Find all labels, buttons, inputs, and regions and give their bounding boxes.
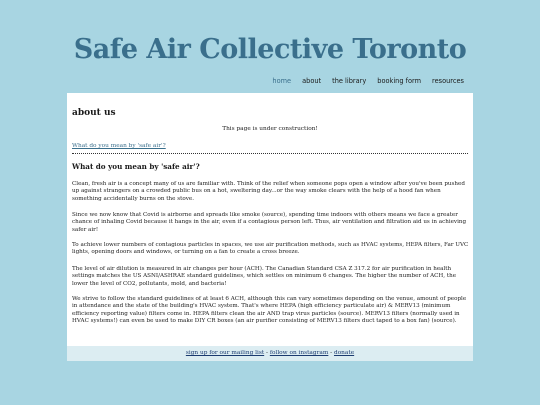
footer-link-donate[interactable]: donate <box>333 350 355 356</box>
paragraph-clean-air: Clean, fresh air is a concept many of us are familiar with. Think of the relief when someone pops open a window after you've been pushed up against strangers on a crowded public bus on a hot, sweltering day...or the way smoke clears with the help of a hood fan when something accidentally burns on the stove. <box>72 181 465 202</box>
paragraph-covid-airborne: Since we now know that Covid is airborne and spreads like smoke (source), spending time indoors with others means we face a greater chance of inhaling Covid because it hangs in the air, even if a contagious person left. Thus, air ventilation and filtration aid us in achieving safer air! <box>72 212 467 233</box>
content-card <box>67 93 473 361</box>
nav-item-home[interactable]: home <box>272 77 292 85</box>
paragraph-ach: The level of air dilution is measured in air changes per hour (ACH). The Canadian Standard CSA Z 317.2 for air purification in health settings matches the US ASNI/ASHRAE standard guidelines, which settles on minimum 6 changes. The higher the number of ACH, the lower the level of CO2, pollutants, mold, and bacteria! <box>72 266 457 287</box>
paragraph-purification-methods: To achieve lower numbers of contagious particles in spaces, we use air purification methods, such as HVAC systems, HEPA filters, Far UVC lights, opening doors and windows, or turning on a fan to create a cross breeze. <box>72 242 469 256</box>
footer-link-mailing-list[interactable]: sign up for our mailing list <box>185 350 265 356</box>
toc-link-safe-air[interactable]: What do you mean by 'safe air'? <box>72 143 166 149</box>
section-heading: What do you mean by 'safe air'? <box>72 162 200 171</box>
nav-item-the-library[interactable]: the library <box>332 77 367 85</box>
section-divider <box>72 153 468 154</box>
page-title: about us <box>72 108 116 118</box>
construction-note: This page is under construction! <box>222 126 318 132</box>
nav-item-resources[interactable]: resources <box>432 77 464 85</box>
main-nav <box>272 77 464 85</box>
paragraph-hepa-merv: We strive to follow the standard guidelines of at least 6 ACH, although this can vary sometimes depending on the venue, amount of people in attendance and the state of the building's HVAC system. That's where HEPA (high efficiency particulate air) & MERV13 (minimum efficiency reporting value) filters come in. HEPA filters clean the air AND trap virus particles (source). MERV13 filters (normally used in HVAC systems!) can even be used to make DIY CR boxes (an air purifier consisting of MERV13 filters duct taped to a box fan) (source). <box>72 296 467 325</box>
footer-bar <box>67 346 473 361</box>
footer-link-instagram[interactable]: follow on instagram <box>269 350 329 356</box>
footer-separator: - <box>328 350 334 356</box>
footer-separator: - <box>264 350 270 356</box>
nav-item-about[interactable]: about <box>302 77 322 85</box>
site-title: Safe Air Collective Toronto <box>73 34 467 65</box>
nav-item-booking-form[interactable]: booking form <box>377 77 422 85</box>
